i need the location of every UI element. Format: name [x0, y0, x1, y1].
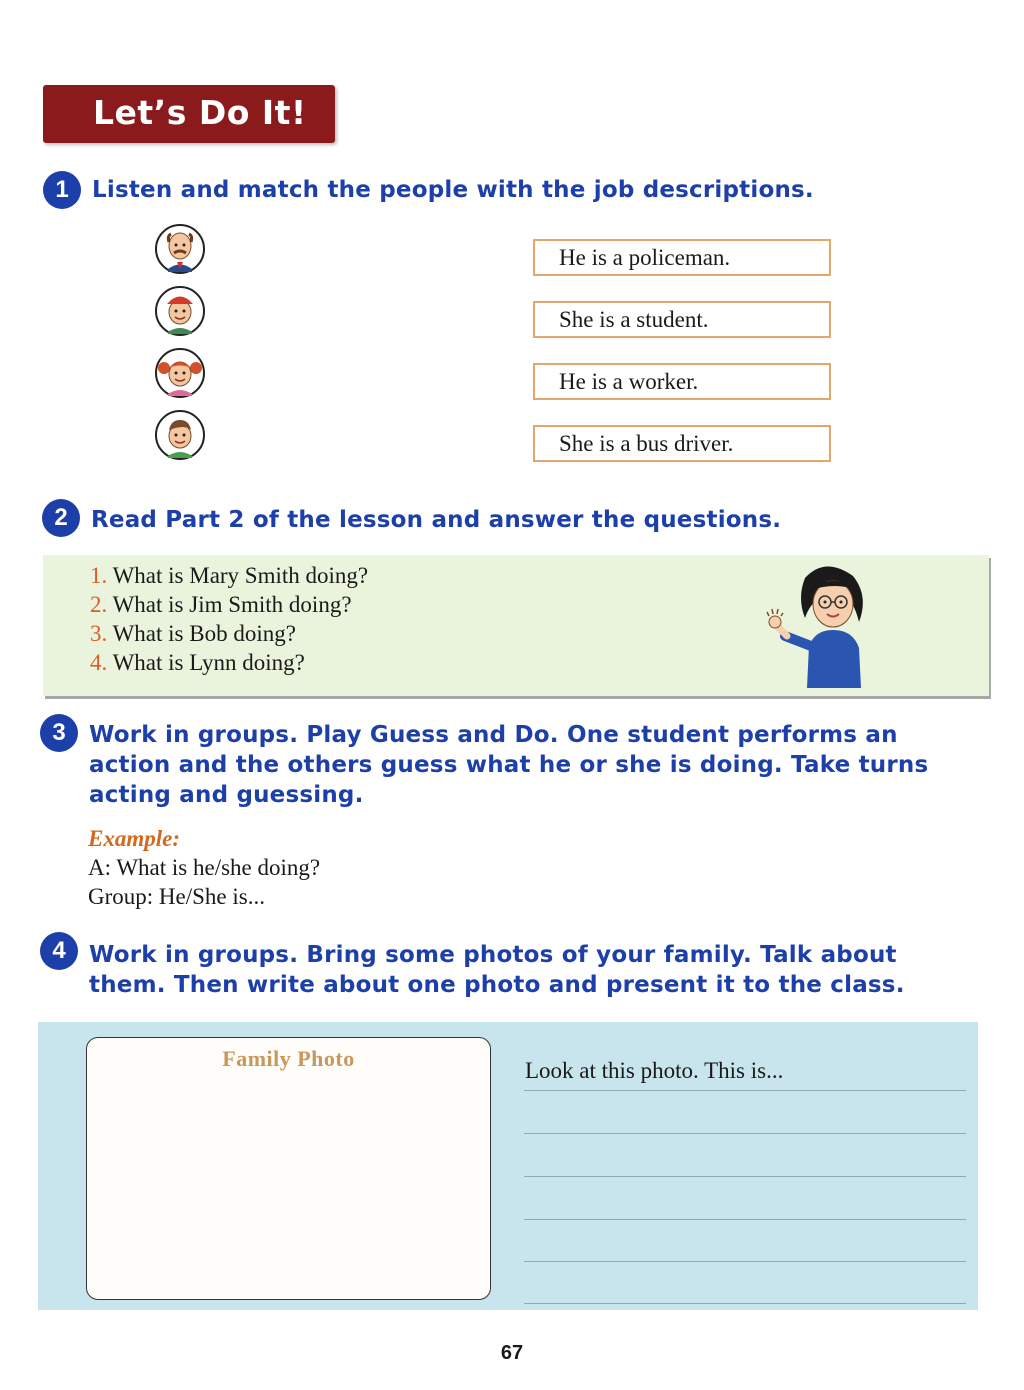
writing-prompt: Look at this photo. This is...: [525, 1058, 784, 1083]
question-text: What is Mary Smith doing?: [112, 563, 369, 588]
exercise-1-instruction: Listen and match the people with the job descriptions.: [92, 177, 814, 203]
bald-man-icon: [155, 222, 205, 276]
job-description-box[interactable]: She is a student.: [533, 301, 831, 338]
exercise-3-instruction: Work in groups. Play Guess and Do. One student performs an action and the others guess what he or she is doing. Take turns acting and guessing.: [89, 722, 929, 808]
question-text: What is Lynn doing?: [112, 650, 305, 675]
example-label: Example:: [88, 826, 180, 851]
job-description-box[interactable]: He is a policeman.: [533, 239, 831, 276]
writing-line[interactable]: [524, 1261, 966, 1262]
exercise-1-number: 1: [43, 171, 81, 209]
family-photo-title: Family Photo: [222, 1046, 355, 1071]
question-item: [90, 650, 305, 676]
banner-title: Let’s Do It!: [93, 93, 307, 132]
girl-waving-illustration: [765, 558, 875, 688]
writing-line[interactable]: [524, 1090, 966, 1091]
question-item: [90, 592, 352, 618]
boy-cap-icon: [155, 284, 205, 338]
writing-line[interactable]: [524, 1176, 966, 1177]
exercise-2-number: 2: [42, 499, 80, 537]
exercise-2-instruction: Read Part 2 of the lesson and answer the questions.: [91, 507, 782, 533]
job-description-box[interactable]: He is a worker.: [533, 363, 831, 400]
question-text: What is Jim Smith doing?: [112, 592, 352, 617]
exercise-4-instruction: Work in groups. Bring some photos of your family. Talk about them. Then write about one photo and present it to the class.: [89, 942, 905, 998]
question-item: [90, 563, 368, 589]
dialogue-line: A: What is he/she doing?: [88, 855, 321, 880]
question-number: 1.: [90, 563, 108, 588]
writing-line[interactable]: [524, 1133, 966, 1134]
question-number: 4.: [90, 650, 108, 675]
writing-line[interactable]: [524, 1303, 966, 1304]
family-photo-frame[interactable]: [86, 1037, 491, 1300]
question-number: 3.: [90, 621, 108, 646]
exercise-4-number: 4: [40, 932, 78, 970]
writing-line[interactable]: [524, 1219, 966, 1220]
exercise-3-number: 3: [40, 714, 78, 752]
lets-do-it-banner: [43, 85, 335, 143]
boy-icon: [155, 408, 205, 462]
dialogue-line: Group: He/She is...: [88, 884, 265, 909]
page-number: 67: [500, 1342, 524, 1364]
girl-pigtails-icon: [155, 346, 205, 400]
job-description-box[interactable]: She is a bus driver.: [533, 425, 831, 462]
question-item: [90, 621, 296, 647]
question-text: What is Bob doing?: [112, 621, 296, 646]
question-number: 2.: [90, 592, 108, 617]
